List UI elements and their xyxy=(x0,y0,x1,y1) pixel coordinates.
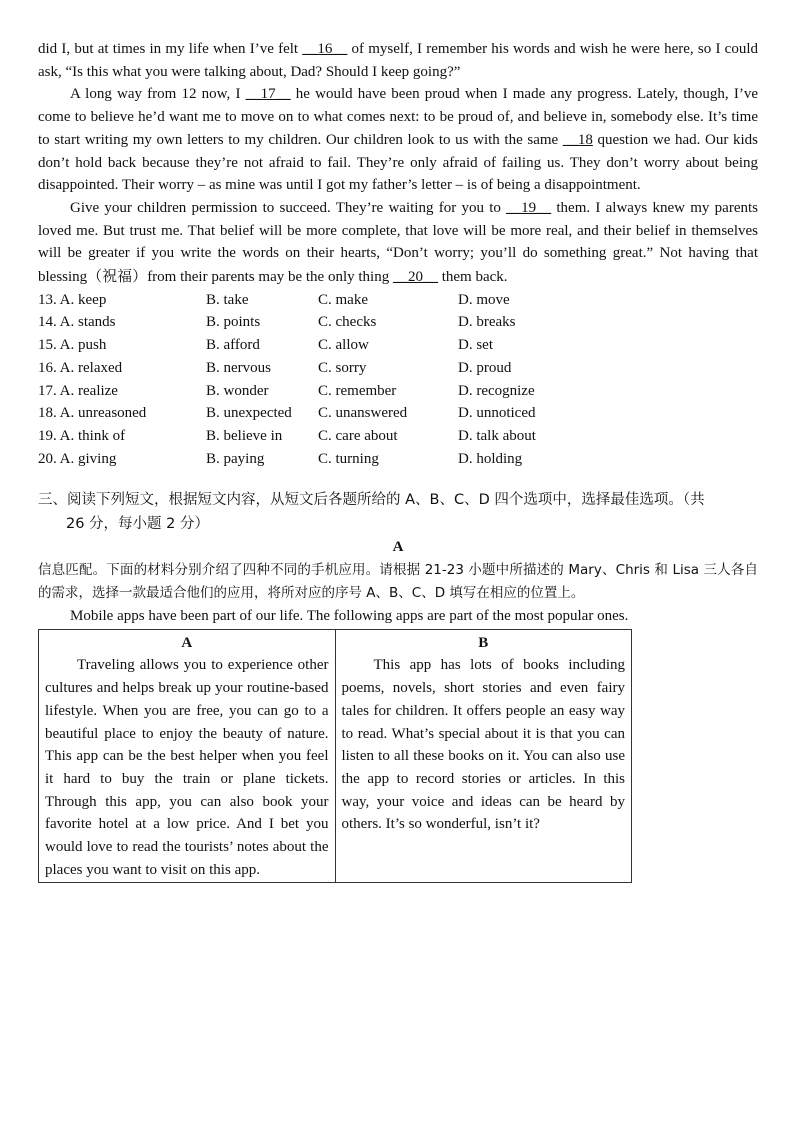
text-run: A long way from 12 now, I xyxy=(70,86,246,103)
option-b: B. nervous xyxy=(206,359,271,376)
option-d: D. recognize xyxy=(458,382,535,399)
text-run: them back. xyxy=(437,269,508,286)
option-b: B. afford xyxy=(206,337,260,354)
section-3-heading-line-1: 三、阅读下列短文，根据短文内容，从短文后各题所给的 A、B、C、D 四个选项中，选择最佳选项。（共 xyxy=(38,492,705,509)
text-run: question we had. Our kids don’t hold back because they’re not afraid to fail. They’re only afraid of failing us. They don’t worry about being disappointed. Their worry – as mine was until I got my father’s letter – is of being a disappointment. xyxy=(38,131,759,194)
option-a: 19. A. think of xyxy=(38,427,126,444)
option-row-17 xyxy=(38,380,758,403)
option-a: 14. A. stands xyxy=(38,314,116,331)
blank-18: __18 xyxy=(562,131,593,148)
apps-intro: Mobile apps have been part of our life. The following apps are part of the most popular ones. xyxy=(70,608,629,625)
option-row-16 xyxy=(38,357,758,380)
passage-paragraph-3 xyxy=(38,197,758,289)
option-d: D. talk about xyxy=(458,427,536,444)
option-b: B. take xyxy=(206,291,249,308)
passage-paragraph-1 xyxy=(38,38,758,83)
option-row-15 xyxy=(38,334,758,357)
blank-17: __17__ xyxy=(245,86,291,103)
blank-19: __19__ xyxy=(506,199,552,216)
option-d: D. breaks xyxy=(458,314,516,331)
app-a-cell xyxy=(39,629,336,882)
option-a: 18. A. unreasoned xyxy=(38,405,147,422)
option-row-18 xyxy=(38,402,758,425)
option-row-20 xyxy=(38,448,758,471)
blank-20: __20__ xyxy=(392,269,438,286)
blank-16: __16__ xyxy=(302,41,348,57)
apps-table xyxy=(38,629,632,883)
option-a: 20. A. giving xyxy=(38,450,117,467)
option-c: C. sorry xyxy=(318,359,367,376)
option-d: D. proud xyxy=(458,359,512,376)
section-3-heading-line-2: 26 分，每小题 2 分） xyxy=(66,516,210,533)
text-run: did I, but at times in my life when I’ve felt xyxy=(38,41,303,57)
text-run: he would have been proud when I made any progress. Lately, though, I’ve come to believe he’d want me to move on to what comes next: to be proud of, and believe in, somebody else. It’s time to start writing my own letters to my children. Our children look to us with the same xyxy=(38,86,758,148)
text-run: of myself, I remember his words and wish he were here, so I could ask, “Is this what you were talking about, Dad? Should I keep going?” xyxy=(38,41,758,80)
passage-paragraph-2 xyxy=(38,83,758,197)
option-d: D. unnoticed xyxy=(458,405,536,422)
option-a: 13. A. keep xyxy=(38,291,107,308)
option-row-14 xyxy=(38,311,758,334)
option-d: D. move xyxy=(458,291,510,308)
option-a: 17. A. realize xyxy=(38,382,118,399)
option-b: B. points xyxy=(206,314,261,331)
option-a: 15. A. push xyxy=(38,337,107,354)
app-b-cell xyxy=(335,629,632,882)
text-run: them. I always knew my parents loved me. But trust me. That belief will be more complete, that love will be more real, and their belief in themselves will be greater if you write the words on their hearts, “Don’t worry; you’ll do something great.” Not having that blessing xyxy=(38,199,758,286)
option-c: C. remember xyxy=(318,382,397,399)
option-c: C. checks xyxy=(318,314,377,331)
option-c: C. turning xyxy=(318,450,379,467)
app-b-label: B xyxy=(478,634,489,651)
option-row-19 xyxy=(38,425,758,448)
option-d: D. holding xyxy=(458,450,523,467)
apps-table-row xyxy=(39,629,632,882)
option-a: 16. A. relaxed xyxy=(38,359,123,376)
text-run: from their parents may be the only thing xyxy=(147,269,393,286)
option-c: C. care about xyxy=(318,427,398,444)
app-a-label: A xyxy=(181,634,193,651)
option-c: C. unanswered xyxy=(318,405,408,422)
matching-instruction: 信息匹配。下面的材料分别介绍了四种不同的手机应用。请根据 21-23 小题中所描述的 Mary、Chris 和 Lisa 三人各自的需求，选择一款最适合他们的应用，将所对应的序号 A、B、C、D 填写在相应的位置上。 xyxy=(38,562,758,602)
chinese-gloss: （祝福） xyxy=(87,267,148,286)
text-run: Give your children permission to succeed. They’re waiting for you to xyxy=(70,199,507,216)
option-c: C. make xyxy=(318,291,368,308)
option-row-13 xyxy=(38,289,758,312)
option-b: B. paying xyxy=(206,450,265,467)
option-d: D. set xyxy=(458,337,493,354)
option-b: B. unexpected xyxy=(206,405,292,422)
app-a-description: Traveling allows you to experience other cultures and helps break up your routine-based lifestyle. When you are free, you can go to a beautiful place to enjoy the beauty of nature. This app can be the best helper when you feel it hard to buy the train or plane tickets. Through this app, you can also book your favorite hotel at a low price. And I bet you would love to read the tourists’ notes about the places you want to visit on this app. xyxy=(45,657,329,878)
option-b: B. wonder xyxy=(206,382,269,399)
option-b: B. believe in xyxy=(206,427,283,444)
part-a-label: A xyxy=(392,539,404,556)
answer-options xyxy=(38,289,758,471)
exam-page xyxy=(38,38,758,883)
option-c: C. allow xyxy=(318,337,369,354)
section-3-heading xyxy=(38,488,758,536)
app-b-description: This app has lots of books including poems, novels, short stories and even fairy tales for children. It offers people an easy way to read. What’s special about it is that you can listen to all these books on it. You can also use the app to record stories or articles. In this way, your voice and ideas can be heard by others. It’s so wonderful, isn’t it? xyxy=(341,657,625,833)
